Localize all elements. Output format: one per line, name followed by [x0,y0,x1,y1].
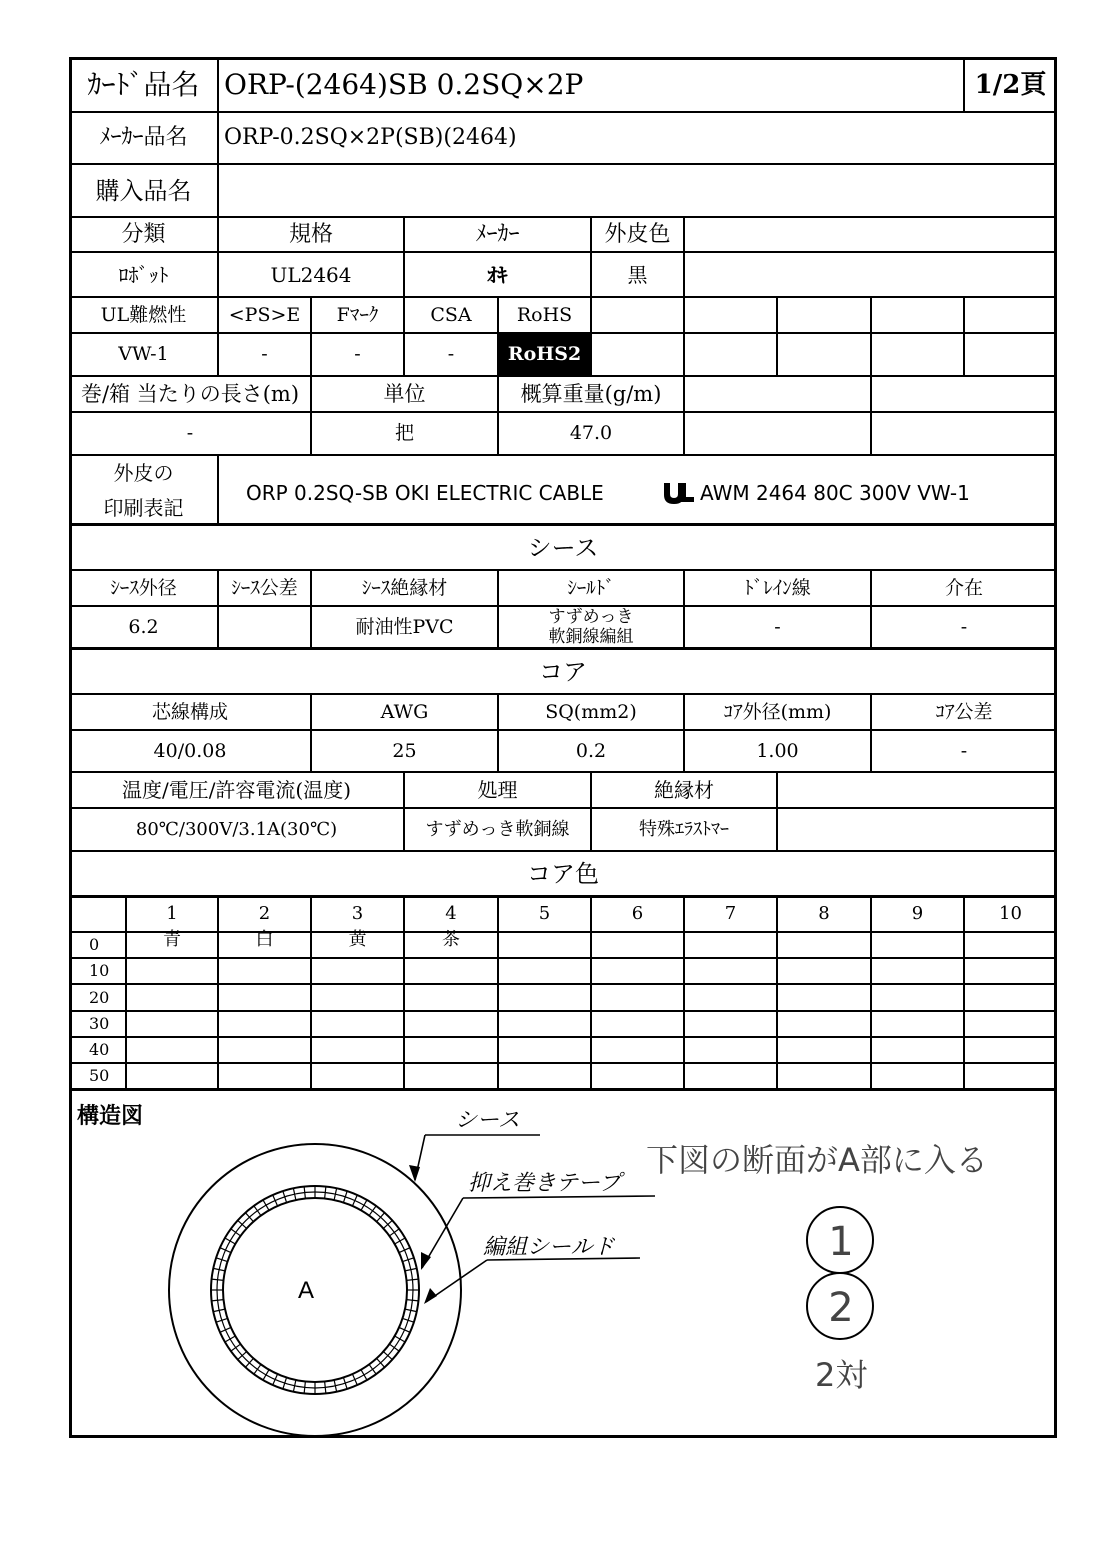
classification-value: UL2464 [270,262,352,287]
length-header: 概算重量(g/m) [520,381,662,406]
core-value: - [960,739,968,762]
core-color-row-label: 50 [89,1066,110,1085]
core-color-column: 1 [166,903,178,924]
ul-recognized-mark [664,483,694,504]
grid-line [870,297,872,376]
temperature-value: 80℃/300V/3.1A(30℃) [135,818,338,840]
page-number: 1/2頁 [974,69,1047,100]
core-color-cell [777,953,871,979]
core-color-cell [498,953,591,979]
core-color-column: 9 [911,903,924,924]
core-color-cell [218,953,311,979]
core-color-cell [591,1006,684,1032]
core-color-cell [591,927,684,953]
maker-part-label: ﾒｰｶｰ品名 [99,125,188,150]
temperature-value: 特殊ｴﾗｽﾄﾏｰ [639,818,729,840]
core-color-cell [684,1006,777,1032]
core-value: 0.2 [575,739,607,762]
classification-value: 黒 [627,262,648,287]
core-color-row-label: 40 [89,1040,110,1059]
core-header: SQ(mm2) [545,700,637,723]
core-header: AWG [380,700,429,723]
sheath-value-line2: 軟銅線編組 [548,626,634,647]
core-color-cell [964,1006,1057,1032]
core-color-cell [498,1058,591,1084]
core-color-cell [311,1032,404,1058]
flame-value: - [447,343,455,365]
core-color-cell: 茶 [442,929,460,950]
core-color-cell [404,953,498,979]
core-color-row-label: 10 [89,961,110,980]
core-value: 25 [392,739,417,762]
core-color-cell [311,1006,404,1032]
core-color-row-label: 30 [89,1014,110,1033]
core-color-cell [404,1006,498,1032]
core-color-cell [591,953,684,979]
grid-line [963,297,965,376]
core-color-cell [871,1006,964,1032]
core-color-cell: 白 [255,929,274,950]
sheath-header: ｼｰﾙﾄﾞ [567,576,615,599]
length-header: 巻/箱 当たりの長さ(m) [80,381,300,406]
core-color-cell [498,979,591,1006]
core-color-column: 8 [818,903,830,924]
core-color-cell [218,1058,311,1084]
temperature-header: 温度/電圧/許容電流(温度) [121,778,352,802]
core-color-cell [684,953,777,979]
core-color-cell [777,927,871,953]
printing-text-before: ORP 0.2SQ-SB OKI ELECTRIC CABLE [246,481,604,505]
core-value: 40/0.08 [153,739,227,762]
core-color-cell [218,1032,311,1058]
sheath-value: - [960,615,968,638]
sheath-value-line1: すずめっき [548,606,634,627]
core-color-cell [871,927,964,953]
core-color-cell [871,953,964,979]
core-color-cell [871,1032,964,1058]
core-color-cell [964,1058,1057,1084]
core-color-cell [218,979,311,1006]
structure-title: 構造図 [77,1104,144,1129]
flame-value: - [354,343,361,365]
braided-shield-ring [211,1186,419,1394]
purchase-value [218,164,1057,217]
classification-value: ﾛﾎﾞｯﾄ [118,262,169,287]
core-label: A [297,1277,315,1304]
core-header: ｺｱ公差 [935,700,993,723]
card-name-value: ORP-(2464)SB 0.2SQ×2P [224,67,584,101]
sheath-title: シース [527,534,599,562]
core-header: ｺｱ外径(mm) [723,700,832,723]
core-color-cell [218,1006,311,1032]
core-color-cell: 黄 [348,929,367,950]
pair-count: 2対 [815,1356,868,1394]
core-color-cell [311,953,404,979]
core-color-cell [126,1032,218,1058]
core-color-column: 5 [538,903,551,924]
sheath-value: 6.2 [128,615,159,638]
classification-header: 外皮色 [604,221,671,247]
core-color-column: 2 [258,903,271,924]
flame-header: RoHS [516,303,573,326]
core-color-cell [777,1032,871,1058]
flame-value: - [261,343,268,365]
classification-header: ﾒｰｶｰ [475,221,520,247]
core-color-cell [498,1032,591,1058]
length-header: 単位 [383,381,426,406]
temperature-header: 絶縁材 [654,778,714,802]
temperature-header: 処理 [477,778,518,802]
printing-text-after: AWM 2464 80C 300V VW-1 [700,481,970,505]
core-color-cell [311,1058,404,1084]
length-value: - [186,422,194,444]
maker-part-value: ORP-0.2SQ×2P(SB)(2464) [224,125,517,150]
core-color-cell [777,979,871,1006]
temperature-value: すずめっき軟銅線 [425,818,570,840]
core-color-cell [126,1058,218,1084]
core-color-cell [777,1006,871,1032]
printing-label-line2: 印刷表記 [103,496,184,520]
sheath-header: ｼｰｽ外径 [110,576,177,599]
sheath-header: ｼｰｽ公差 [231,576,298,599]
core-header: 芯線構成 [151,700,228,723]
length-value: 把 [394,422,414,444]
core-color-cell [964,927,1057,953]
core-color-column: 6 [631,903,644,924]
rohs-badge: RoHS2 [499,334,590,375]
sheath-value: - [774,615,781,638]
pair-number-1: 1 [828,1219,854,1265]
grid-line [683,297,685,376]
core-color-row-label: 0 [89,935,100,954]
sheath-label: シース [455,1108,520,1133]
purchase-label: 購入品名 [95,176,192,205]
core-color-row-label: 20 [89,987,110,1007]
flame-header: Fﾏｰｸ [336,303,379,326]
core-color-cell [126,979,218,1006]
classification-header: 規格 [288,221,333,247]
sheath-header: 介在 [944,576,983,599]
leader-lines [415,1135,655,1302]
tape-label: 抑え巻きテープ [468,1171,621,1196]
core-color-cell [591,1032,684,1058]
core-color-cell [684,1032,777,1058]
core-color-cell [591,1058,684,1084]
core-color-column: 7 [724,903,737,924]
core-color-cell [404,1058,498,1084]
core-color-cell [591,979,684,1006]
core-color-cell [777,1058,871,1084]
grid-line [776,297,778,376]
sheath-header: ﾄﾞﾚｲﾝ線 [744,576,811,599]
core-color-cell: 青 [163,929,181,950]
classification-value: ｵｷ [487,262,508,287]
flame-value: VW-1 [118,343,169,365]
core-color-title: コア色 [527,860,599,888]
core-color-cell [311,979,404,1006]
core-color-cell [404,979,498,1006]
core-color-column: 10 [999,903,1022,924]
flame-header: <PS>E [228,303,301,326]
pair-number-2: 2 [828,1285,854,1331]
core-color-cell [684,927,777,953]
core-color-cell [964,953,1057,979]
flame-header: UL難燃性 [100,303,187,326]
core-color-cell [964,1032,1057,1058]
card-name-label: ｶｰﾄﾞ品名 [87,67,200,101]
core-color-cell [684,1058,777,1084]
cross-section-note: 下図の断面がA部に入る [646,1141,988,1179]
classification-header: 分類 [121,221,166,247]
length-value: 47.0 [569,422,613,444]
sheath-value [218,606,311,648]
core-value: 1.00 [756,739,799,762]
core-color-cell [498,1006,591,1032]
core-color-cell [126,1006,218,1032]
shield-label: 編組シールド [483,1235,615,1260]
sheath-header: ｼｰｽ絶縁材 [361,576,448,599]
grid-line [870,376,872,455]
printing-label-line1: 外皮の [113,461,174,485]
core-color-cell [684,979,777,1006]
sheath-value: 耐油性PVC [355,615,454,638]
core-title: コア [539,658,587,686]
core-color-cell [126,953,218,979]
core-color-column: 4 [445,903,457,924]
core-color-cell [871,1058,964,1084]
core-color-cell [871,979,964,1006]
core-color-cell [404,1032,498,1058]
core-color-column: 3 [351,903,364,924]
core-color-cell [964,979,1057,1006]
flame-header: CSA [430,303,472,326]
core-color-cell [498,927,591,953]
